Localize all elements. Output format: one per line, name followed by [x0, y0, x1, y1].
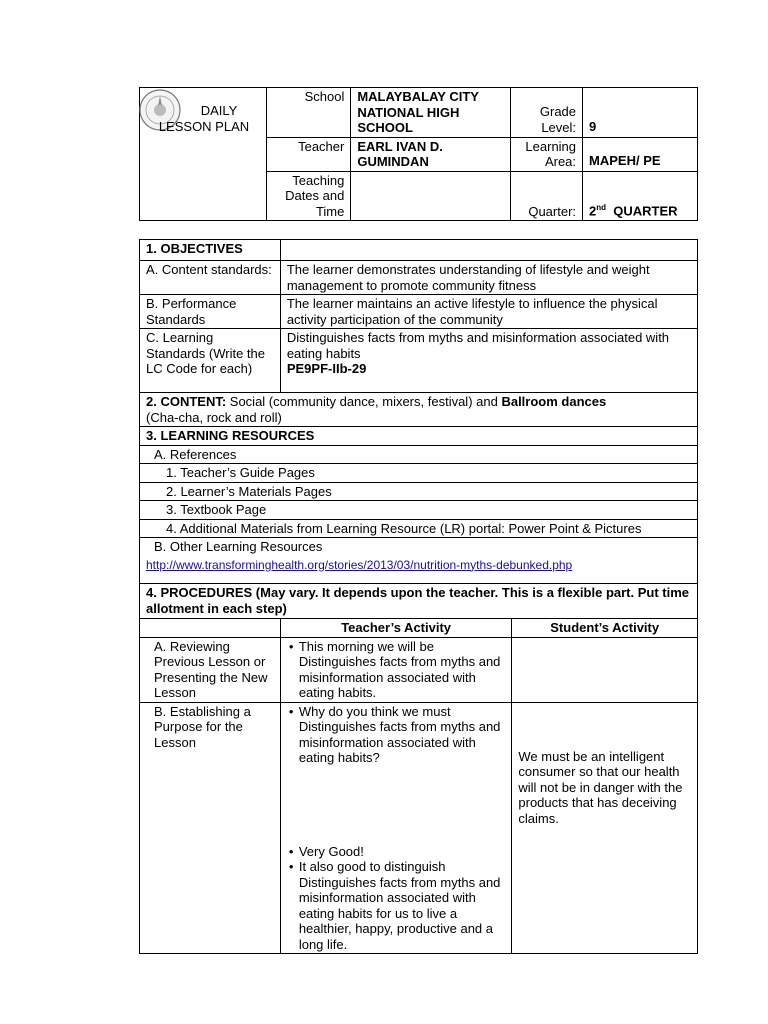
procedure-label: A. Reviewing Previous Lesson or Presenting the New Lesson	[140, 637, 281, 702]
teacher-activity-item: • Very Good!	[299, 844, 506, 860]
student-activity-cell: We must be an intelligent consumer so that our health will not be in danger with the products that has deceiving claims.	[512, 702, 698, 954]
content-text-2: (Cha-cha, rock and roll)	[146, 409, 282, 425]
performance-standards-value: The learner maintains an active lifestyle to influence the physical activity participation of the community	[280, 295, 697, 329]
teacher-activity-cell	[280, 637, 512, 702]
quarter-label: Quarter:	[511, 171, 583, 221]
resource-item: 3. Textbook Page	[140, 501, 698, 520]
area-label: Learning Area:	[511, 137, 583, 171]
teacher-value: EARL IVAN D. GUMINDAN	[351, 137, 511, 171]
student-activity-header: Student’s Activity	[512, 619, 698, 638]
lesson-plan-table	[139, 239, 698, 954]
title-daily: DAILY	[200, 103, 238, 118]
teacher-label: Teacher	[267, 137, 351, 171]
student-activity-cell	[512, 637, 698, 702]
header-table	[139, 87, 698, 221]
teacher-activity-item: • It also good to distinguish Distinguishes facts from myths and misinformation associated with eating habits for us to live a healthier, happy, productive and a long life.	[299, 859, 506, 952]
learning-standards-value: Distinguishes facts from myths and misinformation associated with eating habits	[286, 330, 670, 361]
teacher-activity-header: Teacher’s Activity	[280, 619, 512, 638]
resource-item: 2. Learner’s Materials Pages	[140, 482, 698, 501]
grade-value: 9	[583, 88, 698, 138]
dates-label: Teaching Dates and Time	[267, 171, 351, 221]
dates-value	[351, 171, 511, 221]
grade-label: Grade Level:	[511, 88, 583, 138]
content-text: Social (community dance, mixers, festival) and	[226, 394, 502, 409]
teacher-activity-item: • Why do you think we must Distinguishes facts from myths and misinformation associated with eating habits?	[299, 704, 506, 766]
logo-title-cell	[140, 88, 267, 221]
resource-item: 4. Additional Materials from Learning Resource (LR) portal: Power Point & Pictures	[140, 519, 698, 538]
resource-link[interactable]: http://www.transforminghealth.org/stories/2013/03/nutrition-myths-debunked.php	[146, 557, 573, 572]
procedure-label: B. Establishing a Purpose for the Lesson	[140, 702, 281, 954]
school-label: School	[267, 88, 351, 138]
content-standards-label: A. Content standards:	[140, 261, 281, 295]
objectives-heading: 1. OBJECTIVES	[140, 240, 281, 261]
content-label: 2. CONTENT:	[146, 394, 227, 409]
area-value: MAPEH/ PE	[583, 137, 698, 171]
learning-standards-label: C. Learning Standards (Write the LC Code for each)	[140, 329, 281, 393]
school-value: MALAYBALAY CITY NATIONAL HIGH SCHOOL	[351, 88, 511, 138]
resources-heading: 3. LEARNING RESOURCES	[140, 427, 698, 446]
title-lesson-plan: LESSON PLAN	[158, 118, 250, 134]
content-standards-value: The learner demonstrates understanding of lifestyle and weight management to promote community fitness	[280, 261, 697, 295]
references-label: A. References	[140, 445, 698, 464]
quarter-value: 2nd QUARTER	[583, 171, 698, 221]
content-bold: Ballroom dances	[501, 394, 607, 409]
resource-item: 1. Teacher’s Guide Pages	[140, 464, 698, 483]
other-resources-cell	[140, 538, 698, 584]
procedures-heading: 4. PROCEDURES (May vary. It depends upon the teacher. This is a flexible part. Put time allotment in each step)	[140, 584, 698, 619]
other-resources-label: B. Other Learning Resources	[154, 539, 323, 554]
content-row	[140, 393, 698, 427]
lc-code: PE9PF-IIb-29	[286, 361, 367, 376]
learning-standards-cell	[280, 329, 697, 393]
teacher-activity-item: • This morning we will be Distinguishes facts from myths and misinformation associated with eating habits.	[299, 639, 506, 701]
performance-standards-label: B. Performance Standards	[140, 295, 281, 329]
teacher-activity-cell	[280, 702, 512, 954]
